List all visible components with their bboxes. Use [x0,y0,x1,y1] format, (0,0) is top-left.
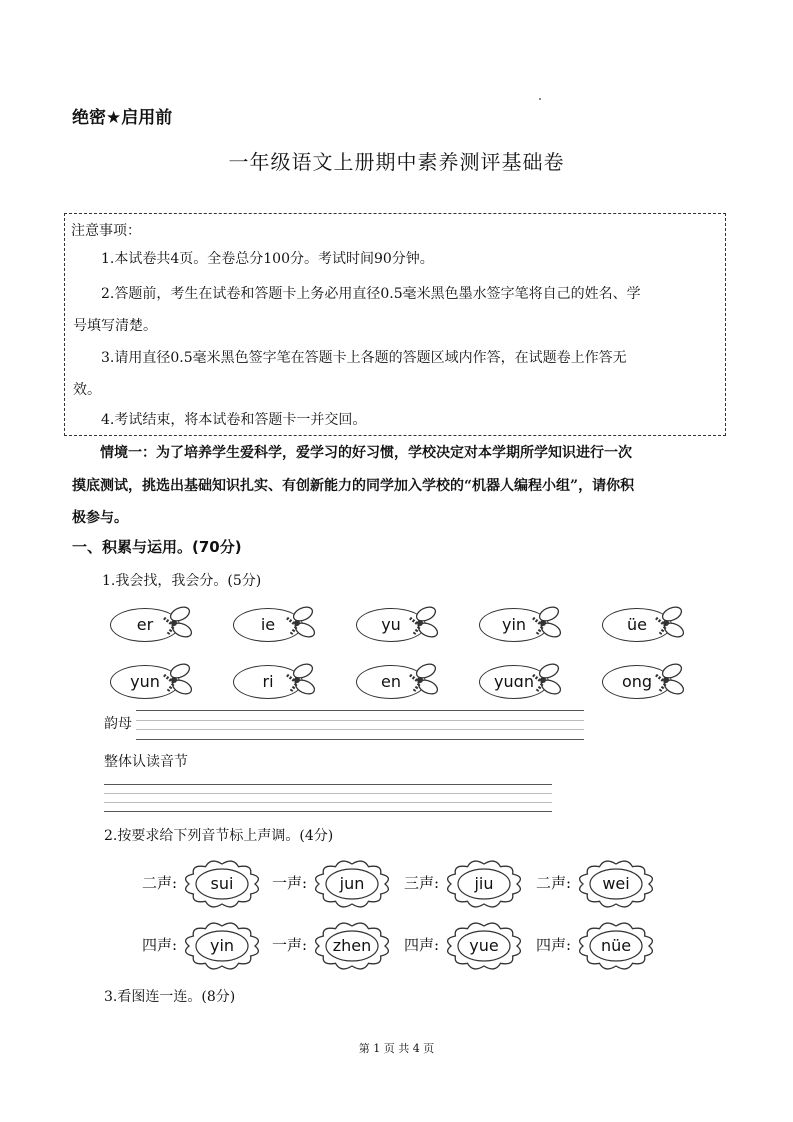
syllable-text: er [136,615,154,634]
tone-label: 二声: [142,874,178,892]
whole-syllables-label: 整体认读音节 [104,754,188,770]
secret-mark: 绝密★启用前 [72,108,173,128]
syllable-text: ong [621,672,653,691]
dragonfly-icon [160,661,198,701]
flower-syllable[interactable] [182,860,262,908]
syllable-text: ri [262,672,274,691]
notice-line: 3.请用直径0.5毫米黑色签字笔在答题卡上各题的答题区域内作答，在试题卷上作答无 [101,350,627,366]
syllable-bubble [602,661,688,701]
tone-label: 四声: [142,936,178,954]
syllable-text: en [381,672,401,691]
syllable-bubble [110,604,196,644]
flower-syllable[interactable] [576,922,656,970]
syllable-bubble [356,661,442,701]
syllable-text: nüe [600,936,632,955]
syllable-bubble [602,604,688,644]
page-footer: 第 1 页 共 4 页 [358,1042,435,1055]
syllable-bubble [110,661,196,701]
syllable-text: wei [602,874,630,893]
syllable-text: jun [339,874,365,893]
syllable-text: yin [209,936,235,955]
page-title: 一年级语文上册期中素养测评基础卷 [228,150,565,174]
flower-syllable[interactable] [444,860,524,908]
notice-line: 号填写清楚。 [73,318,157,334]
syllable-text: zhen [332,936,372,955]
dragonfly-icon [283,661,321,701]
scenario-line: 极参与。 [72,510,128,526]
flower-syllable[interactable] [182,922,262,970]
question-1-prompt: 1.我会找，我会分。(5分) [102,573,262,589]
syllable-text: sui [210,874,234,893]
scenario-line: 摸底测试，挑选出基础知识扎实、有创新能力的同学加入学校的“机器人编程小组”，请你积 [72,478,635,494]
syllable-text: yuɑn [494,672,534,691]
flower-syllable[interactable] [576,860,656,908]
syllable-text: yu [381,615,401,634]
flower-syllable[interactable] [312,860,392,908]
syllable-text: yin [501,615,527,634]
tone-label: 二声: [536,874,572,892]
dragonfly-icon [160,604,198,644]
tone-label: 三声: [404,874,440,892]
notice-box [64,213,726,436]
section-title: 一、积累与运用。(70分) [72,538,242,556]
tone-label: 一声: [272,936,308,954]
notice-line: 2.答题前，考生在试卷和答题卡上务必用直径0.5毫米黑色墨水签字笔将自己的姓名、学 [101,286,641,302]
flower-syllable[interactable] [444,922,524,970]
finals-writing-lines[interactable] [136,710,584,740]
syllable-bubble [233,661,319,701]
syllable-text: yue [469,936,499,955]
syllable-text: jiu [474,874,494,893]
scenario-line: 情境一：为了培养学生爱科学，爱学习的好习惯，学校决定对本学期所学知识进行一次 [100,445,632,461]
dragonfly-icon [406,604,444,644]
question-2-prompt: 2.按要求给下列音节标上声调。(4分) [104,828,334,844]
syllable-text: üe [627,615,647,634]
dragonfly-icon [529,661,567,701]
syllable-text: ie [260,615,276,634]
syllable-bubble [479,661,565,701]
syllable-bubble [479,604,565,644]
scan-speck [539,98,541,100]
tone-label: 一声: [272,874,308,892]
syllable-bubble [233,604,319,644]
notice-line: 4.考试结束，将本试卷和答题卡一并交回。 [101,412,367,428]
whole-syllables-writing-lines[interactable] [104,784,552,812]
dragonfly-icon [529,604,567,644]
dragonfly-icon [283,604,321,644]
dragonfly-icon [406,661,444,701]
tone-label: 四声: [404,936,440,954]
tone-label: 四声: [536,936,572,954]
finals-label: 韵母 [104,716,132,732]
notice-title: 注意事项： [71,223,141,239]
flower-syllable[interactable] [312,922,392,970]
syllable-text: yun [130,672,160,691]
dragonfly-icon [652,661,690,701]
syllable-bubble [356,604,442,644]
question-3-prompt: 3.看图连一连。(8分) [104,989,236,1005]
notice-line: 效。 [73,382,101,398]
notice-line: 1.本试卷共4页。全卷总分100分。考试时间90分钟。 [101,251,434,267]
dragonfly-icon [652,604,690,644]
